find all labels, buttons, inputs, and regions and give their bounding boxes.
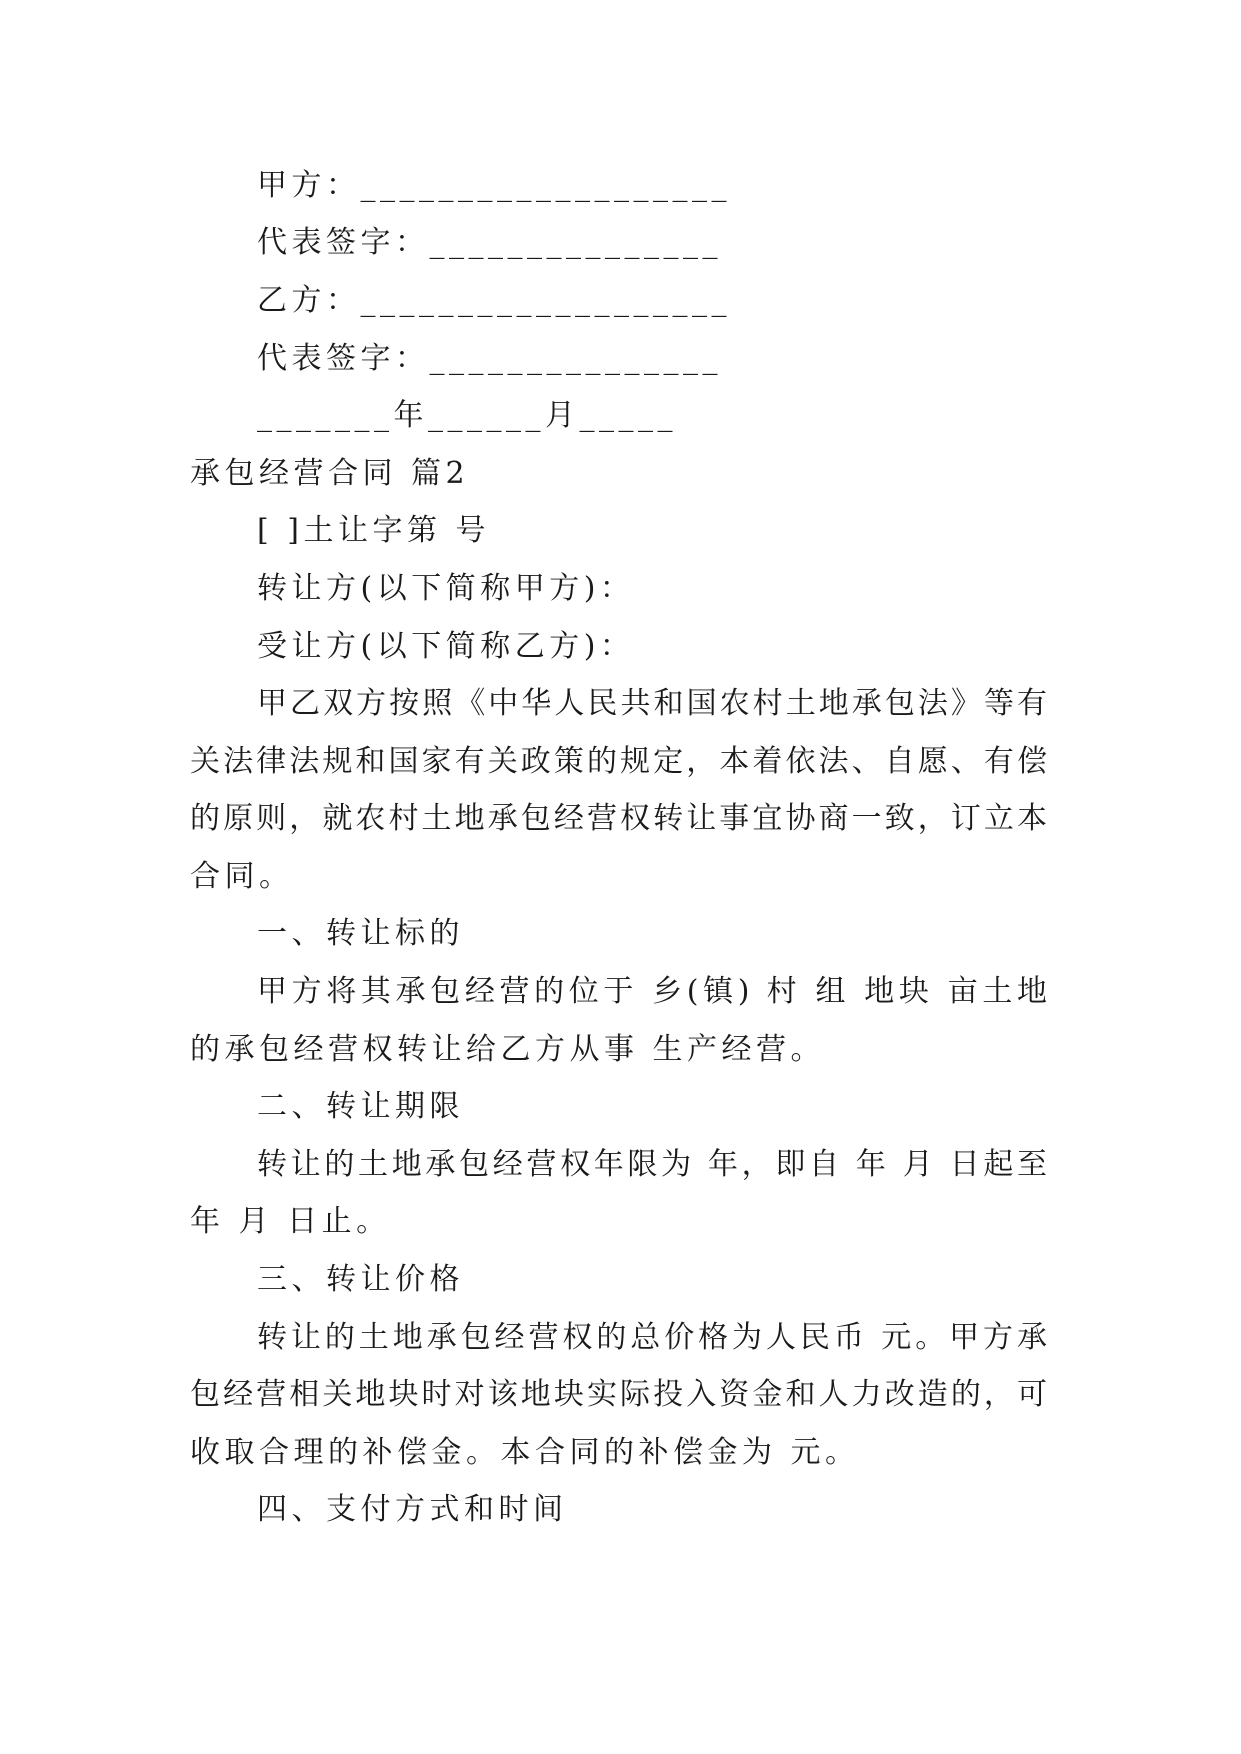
preamble-line-1: 甲乙双方按照《中华人民共和国农村土地承包法》等有 [257,686,1050,721]
clause-3-line-1: 转让的土地承包经营权的总价格为人民币 元。甲方承 [257,1320,1050,1355]
preamble-line-4: 合同。 [190,859,294,894]
clause-4-heading: 四、支付方式和时间 [257,1492,568,1527]
section-heading: 承包经营合同 篇2 [190,456,470,491]
party-a-line: 甲方：___________________ [257,168,731,203]
clause-2-line-2: 年 月 日止。 [190,1204,391,1239]
clause-3-line-3: 收取合理的补偿金。本合同的补偿金为 元。 [190,1435,860,1470]
preamble-line-3: 的原则，就农村土地承包经营权转让事宜协商一致，订立本 [190,801,1050,836]
clause-3-line-2: 包经营相关地块时对该地块实际投入资金和人力改造的，可 [190,1377,1050,1412]
document-number: [ ]土让字第 号 [257,513,490,548]
party-b-signature-line: 代表签字：_______________ [257,341,722,376]
clause-2-line-1: 转让的土地承包经营权年限为 年，即自 年 月 日起至 [257,1147,1050,1182]
clause-1-line-1: 甲方将其承包经营的位于 乡(镇) 村 组 地块 亩土地 [257,974,1050,1009]
party-a-signature-line: 代表签字：_______________ [257,225,722,260]
clause-2-heading: 二、转让期限 [257,1089,464,1124]
date-line: _______年______月_____ [257,398,677,433]
transferor-line: 转让方(以下简称甲方)： [257,571,635,606]
clause-1-line-2: 的承包经营权转让给乙方从事 生产经营。 [190,1032,826,1067]
party-b-line: 乙方：___________________ [257,283,731,318]
clause-3-heading: 三、转让价格 [257,1262,464,1297]
clause-1-heading: 一、转让标的 [257,916,464,951]
transferee-line: 受让方(以下简称乙方)： [257,629,635,664]
preamble-line-2: 关法律法规和国家有关政策的规定，本着依法、自愿、有偿 [190,744,1050,779]
